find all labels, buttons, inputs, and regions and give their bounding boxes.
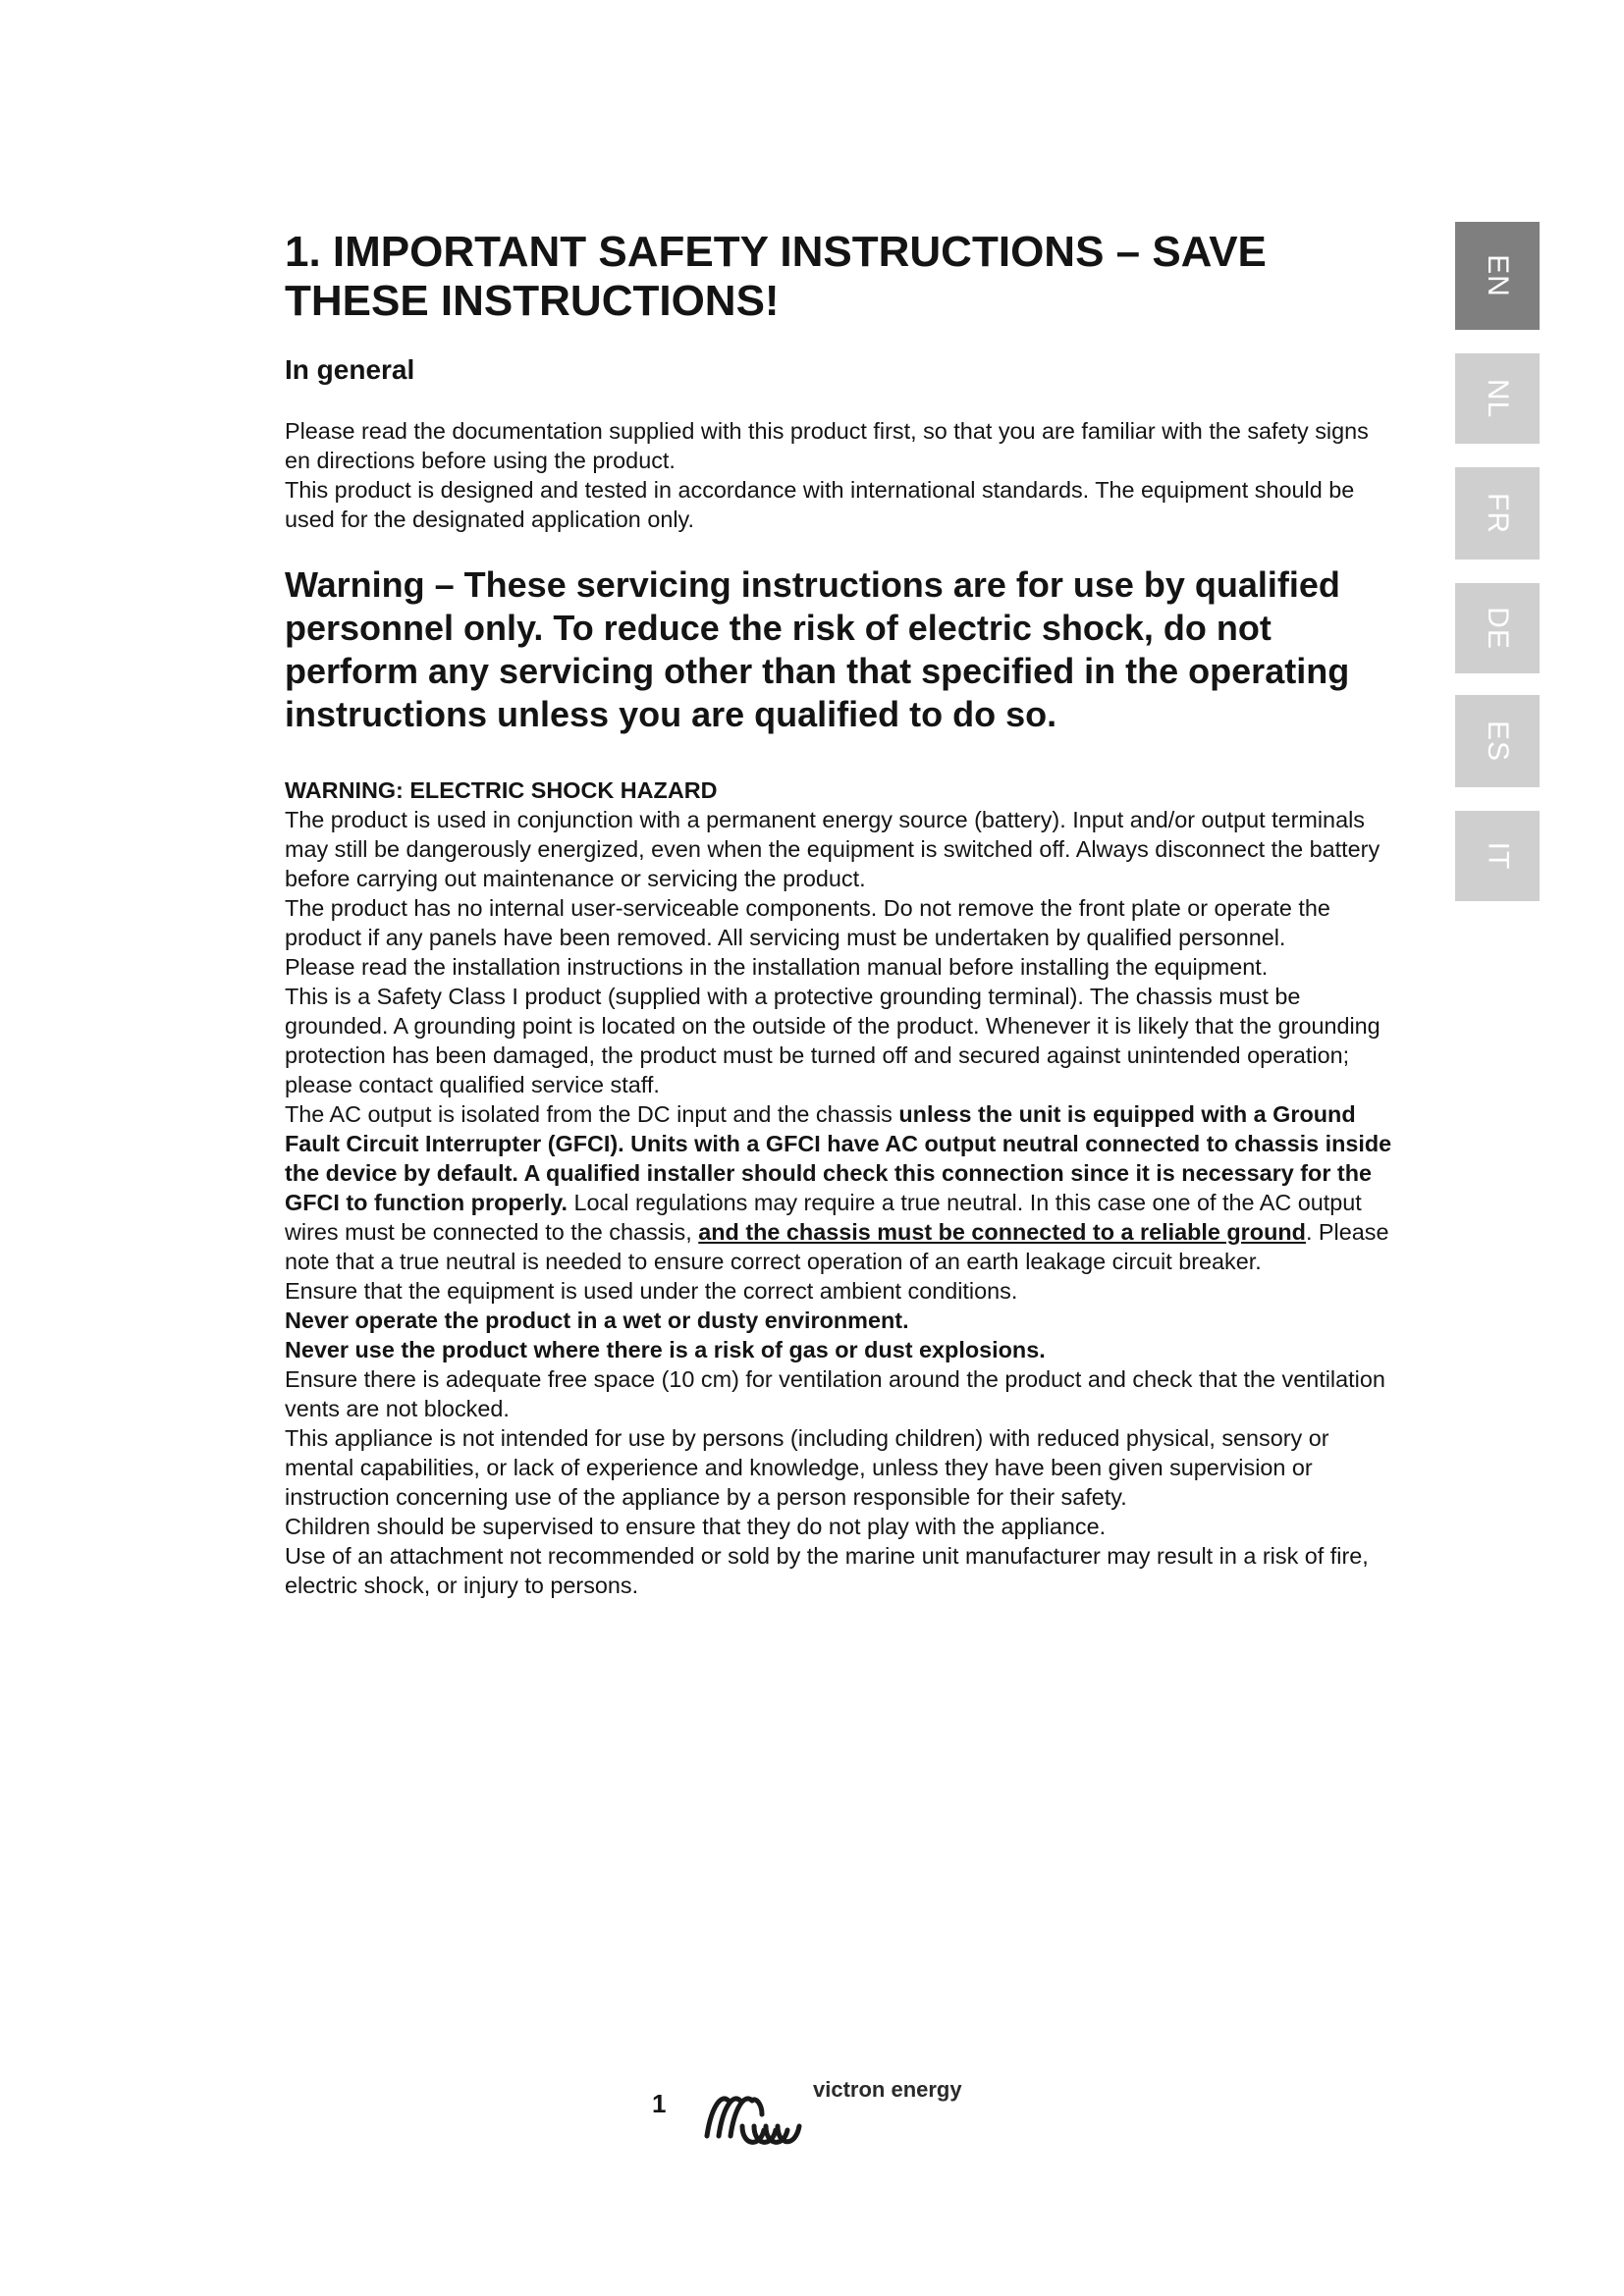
- document-body: [285, 228, 1394, 1600]
- children-paragraph: Children should be supervised to ensure that they do not play with the appliance.: [285, 1514, 1107, 1539]
- language-tab-label: DE: [1482, 607, 1514, 650]
- language-tab-fr[interactable]: [1455, 467, 1540, 560]
- language-tab-en[interactable]: [1455, 222, 1540, 330]
- language-tab-es[interactable]: [1455, 695, 1540, 787]
- section-heading-general: In general: [285, 354, 415, 385]
- ac-output-text-2: Local regulations may require a true neutral. In this case one of the AC output wires must be connected to the chassis,: [285, 1190, 1362, 1245]
- language-tab-label: FR: [1482, 493, 1514, 534]
- page-title-line1: 1. IMPORTANT SAFETY INSTRUCTIONS – SAVE: [285, 228, 1267, 276]
- language-tab-it[interactable]: [1455, 811, 1540, 901]
- language-tab-label: EN: [1482, 254, 1514, 297]
- language-tab-label: NL: [1481, 378, 1514, 419]
- ac-output-text-1: The AC output is isolated from the DC input and the chassis: [285, 1101, 899, 1127]
- servicing-warning: Warning – These servicing instructions are for use by qualified personnel only. To reduce the risk of electric shock, do not perform any servicing other than that specified in the operating instructions unless you are qualified to do so.: [285, 564, 1350, 734]
- language-tab-nl[interactable]: [1455, 353, 1540, 444]
- environment-line-2: Never operate the product in a wet or dusty environment.: [285, 1308, 909, 1333]
- appliance-persons-paragraph: This appliance is not intended for use by persons (including children) with reduced physical, sensory or mental capabilities, or lack of experience and knowledge, unless they have been given supervision or instruction concerning use of the appliance by a person responsible for their safety.: [285, 1425, 1329, 1510]
- components-paragraph: The product has no internal user-serviceable components. Do not remove the front plate or operate the product if any panels have been removed. All servicing must be undertaken by qualified personnel.: [285, 895, 1330, 950]
- brand-name: victron energy: [813, 2077, 962, 2102]
- ac-output-paragraph: [285, 1099, 1394, 1276]
- victron-logo-icon: [699, 2079, 807, 2150]
- installation-paragraph: Please read the installation instructions in the installation manual before installing the equipment.: [285, 954, 1269, 980]
- attachment-paragraph: Use of an attachment not recommended or sold by the marine unit manufacturer may result in a risk of fire, electric shock, or injury to persons.: [285, 1543, 1369, 1598]
- environment-line-3: Never use the product where there is a risk of gas or dust explosions.: [285, 1337, 1046, 1362]
- ac-output-ground-underline: and the chassis must be connected to a reliable ground: [698, 1219, 1306, 1245]
- hazard-title: WARNING: ELECTRIC SHOCK HAZARD: [285, 777, 718, 803]
- page-footer: [0, 2079, 1624, 2158]
- general-paragraph-1: Please read the documentation supplied with this product first, so that you are familiar with the safety signs en directions before using the product.: [285, 418, 1369, 473]
- environment-line-1: Ensure that the equipment is used under the correct ambient conditions.: [285, 1278, 1018, 1304]
- page-number: 1: [652, 2089, 667, 2118]
- hazard-paragraph: The product is used in conjunction with a permanent energy source (battery). Input and/or output terminals may still be dangerously energized, even when the equipment is switched off. Always disconnect the battery before carrying out maintenance or servicing the product.: [285, 807, 1380, 891]
- page-title: [285, 228, 1394, 326]
- safety-class-paragraph: This is a Safety Class I product (supplied with a protective grounding terminal). The chassis must be grounded. A grounding point is located on the outside of the product. Whenever it is likely that the grounding protection has been damaged, the product must be turned off and secured against unintended operation; please contact qualified service staff.: [285, 984, 1380, 1097]
- ac-output-gfci-bold: unless the unit is equipped with a Ground Fault Circuit Interrupter (GFCI). Units with a GFCI have AC output neutral connected to chassis inside the device by default. A qualified installer should check this connection since it is necessary for the GFCI to function properly.: [285, 1101, 1392, 1215]
- general-paragraph-2: This product is designed and tested in accordance with international standards. The equipment should be used for the designated application only.: [285, 477, 1355, 532]
- ventilation-paragraph: Ensure there is adequate free space (10 cm) for ventilation around the product and check that the ventilation vents are not blocked.: [285, 1366, 1385, 1421]
- ac-output-text-3: . Please note that a true neutral is needed to ensure correct operation of an earth leakage circuit breaker.: [285, 1219, 1389, 1274]
- language-tab-label: IT: [1481, 841, 1514, 871]
- page-title-line2: THESE INSTRUCTIONS!: [285, 277, 780, 325]
- language-tab-label: ES: [1482, 720, 1514, 763]
- language-tab-de[interactable]: [1455, 583, 1540, 673]
